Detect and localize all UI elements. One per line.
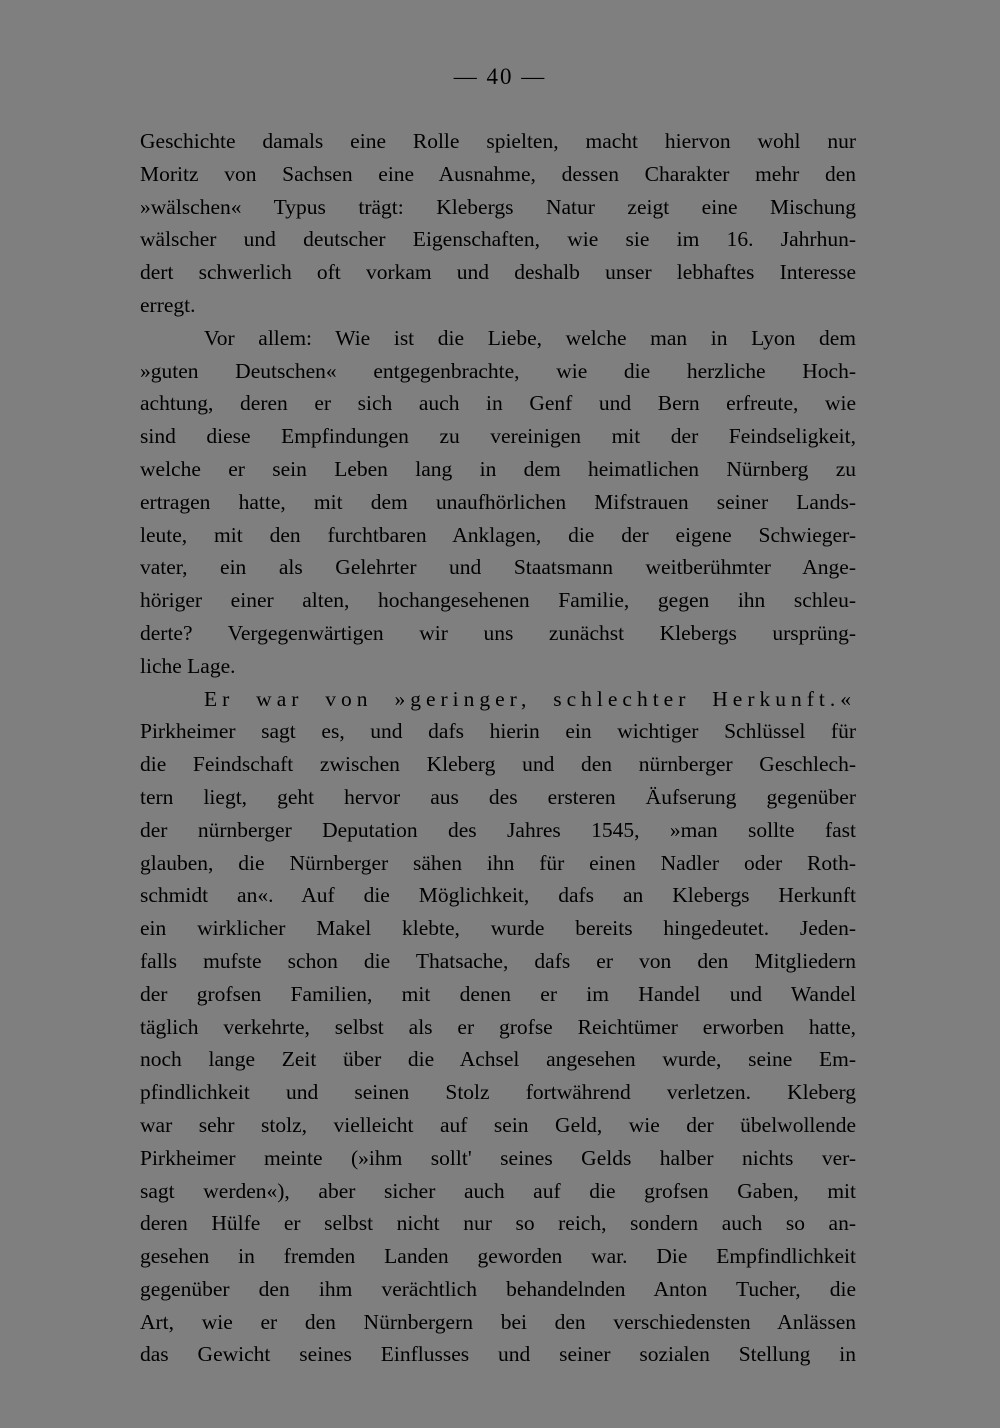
page-number: — 40 —	[453, 64, 547, 89]
text-line: liche Lage.	[140, 653, 236, 678]
text-line: sind diese Empfindungen zu vereinigen mit der Feindseligkeit,	[140, 424, 856, 449]
text-line: gegenüber den ihm verächtlich behandelnden Anton Tucher, die	[140, 1276, 856, 1301]
text-line: sagt werden«), aber sicher auch auf die grofsen Gaben, mit	[140, 1178, 856, 1203]
text-line: Vor allem: Wie ist die Liebe, welche man in Lyon dem	[204, 325, 856, 350]
text-line: ein wirklicher Makel klebte, wurde bereits hingedeutet. Jeden-	[140, 916, 856, 941]
text-line: deren Hülfe er selbst nicht nur so reich, sondern auch so an-	[140, 1211, 856, 1236]
text-line: falls mufste schon die Thatsache, dafs er von den Mitgliedern	[140, 948, 856, 973]
text-line: der nürnberger Deputation des Jahres 1545, »man sollte fast	[140, 817, 856, 842]
text-line: pfindlichkeit und seinen Stolz fortwährend verletzen. Kleberg	[140, 1080, 856, 1105]
text-line: »guten Deutschen« entgegenbrachte, wie die herzliche Hoch-	[140, 358, 856, 383]
text-line: glauben, die Nürnberger sähen ihn für einen Nadler oder Roth-	[140, 850, 856, 875]
text-line: Pirkheimer meinte (»ihm sollt' seines Gelds halber nichts ver-	[140, 1145, 856, 1170]
text-line: derte? Vergegenwärtigen wir uns zunächst Klebergs ursprüng-	[140, 620, 856, 645]
text-line: ertragen hatte, mit dem unaufhörlichen Mifstrauen seiner Lands-	[140, 489, 856, 514]
text-line: tern liegt, geht hervor aus des ersteren Äufserung gegenüber	[140, 784, 856, 809]
text-line: vater, ein als Gelehrter und Staatsmann weitberühmter Ange-	[140, 555, 856, 580]
text-line: leute, mit den furchtbaren Anklagen, die der eigene Schwieger-	[140, 522, 856, 547]
text-line: wälscher und deutscher Eigenschaften, wie sie im 16. Jahrhun-	[140, 227, 856, 252]
text-line: Moritz von Sachsen eine Ausnahme, dessen Charakter mehr den	[140, 161, 856, 186]
text-line: die Feindschaft zwischen Kleberg und den nürnberger Geschlech-	[140, 752, 856, 777]
text-line: höriger einer alten, hochangesehenen Familie, gegen ihn schleu-	[140, 588, 856, 613]
text-line: Art, wie er den Nürnbergern bei den verschiedensten Anlässen	[140, 1309, 856, 1334]
text-line: noch lange Zeit über die Achsel angesehen wurde, seine Em-	[140, 1047, 856, 1072]
text-line: »wälschen« Typus trägt: Klebergs Natur zeigt eine Mischung	[140, 194, 856, 219]
text-line: das Gewicht seines Einflusses und seiner sozialen Stellung in	[140, 1342, 856, 1367]
text-line: gesehen in fremden Landen geworden war. Die Empfindlichkeit	[140, 1244, 856, 1269]
text-line: erregt.	[140, 292, 196, 317]
text-line: Geschichte damals eine Rolle spielten, macht hiervon wohl nur	[140, 129, 856, 153]
text-line: achtung, deren er sich auch in Genf und Bern erfreute, wie	[140, 391, 856, 416]
text-line: der grofsen Familien, mit denen er im Handel und Wandel	[140, 981, 856, 1006]
text-line: welche er sein Leben lang in dem heimatlichen Nürnberg zu	[140, 456, 856, 481]
text-line: Pirkheimer sagt es, und dafs hierin ein wichtiger Schlüssel für	[140, 719, 856, 744]
text-line: Er war von »geringer, schlechter Herkunft.«	[204, 686, 856, 711]
text-line: täglich verkehrte, selbst als er grofse Reichtümer erworben hatte,	[140, 1014, 856, 1039]
body-text	[140, 125, 856, 1371]
text-line: schmidt an«. Auf die Möglichkeit, dafs an Klebergs Herkunft	[140, 883, 856, 908]
text-line: war sehr stolz, vielleicht auf sein Geld, wie der übelwollende	[140, 1112, 856, 1137]
text-line: dert schwerlich oft vorkam und deshalb unser lebhaftes Interesse	[140, 260, 856, 285]
